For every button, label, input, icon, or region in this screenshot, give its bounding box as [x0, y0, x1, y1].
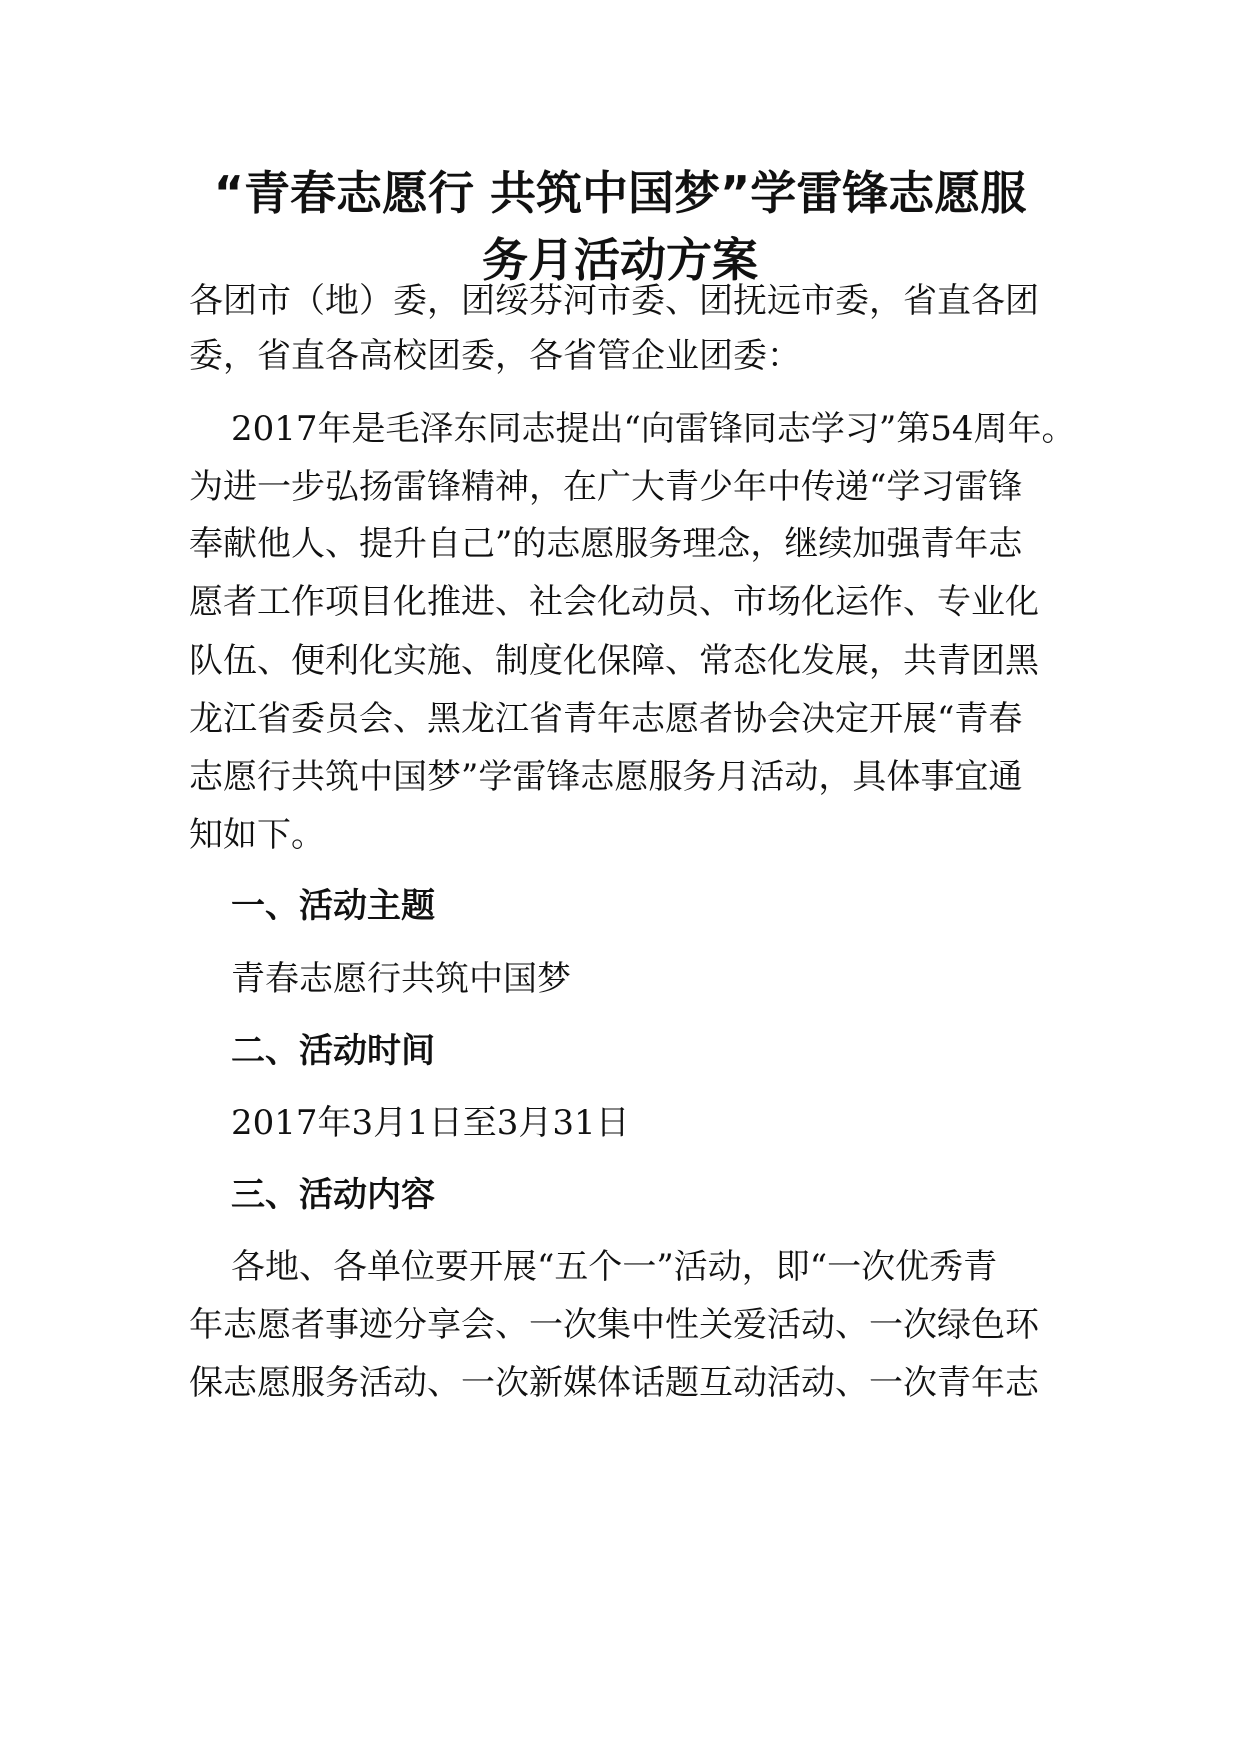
intro-line-3: 奉献他人、提升自己”的志愿服务理念，继续加强青年志 [189, 524, 1023, 564]
addressee-line-1: 各团市（地）委，团绥芬河市委、团抚远市委，省直各团 [189, 281, 1039, 321]
section-2-line-1: 2017年3月1日至3月31日 [231, 1103, 630, 1143]
section-3-line-3: 保志愿服务活动、一次新媒体话题互动活动、一次青年志 [189, 1363, 1039, 1403]
intro-line-4: 愿者工作项目化推进、社会化动员、市场化运作、专业化 [189, 582, 1039, 622]
addressee-line-2: 委，省直各高校团委，各省管企业团委： [189, 336, 801, 376]
intro-line-8: 知如下。 [189, 815, 325, 855]
intro-line-6: 龙江省委员会、黑龙江省青年志愿者协会决定开展“青春 [189, 699, 1023, 739]
intro-line-7: 志愿行共筑中国梦”学雷锋志愿服务月活动，具体事宜通 [189, 757, 1023, 797]
section-3-heading: 三、活动内容 [231, 1175, 435, 1215]
intro-line-1: 2017年是毛泽东同志提出“向雷锋同志学习”第54周年。 [231, 409, 1076, 449]
intro-line-2: 为进一步弘扬雷锋精神，在广大青少年中传递“学习雷锋 [189, 467, 1023, 507]
section-1-line-1: 青春志愿行共筑中国梦 [231, 959, 571, 999]
intro-line-5: 队伍、便利化实施、制度化保障、常态化发展，共青团黑 [189, 641, 1039, 681]
section-2-heading: 二、活动时间 [231, 1031, 435, 1071]
section-3-line-2: 年志愿者事迹分享会、一次集中性关爱活动、一次绿色环 [189, 1305, 1039, 1345]
document-title-line-2: 务月活动方案 [482, 233, 758, 287]
section-1-heading: 一、活动主题 [231, 886, 435, 926]
document-title-line-1: “青春志愿行 共筑中国梦”学雷锋志愿服 [213, 166, 1027, 220]
section-3-line-1: 各地、各单位要开展“五个一”活动，即“一次优秀青 [231, 1247, 998, 1287]
